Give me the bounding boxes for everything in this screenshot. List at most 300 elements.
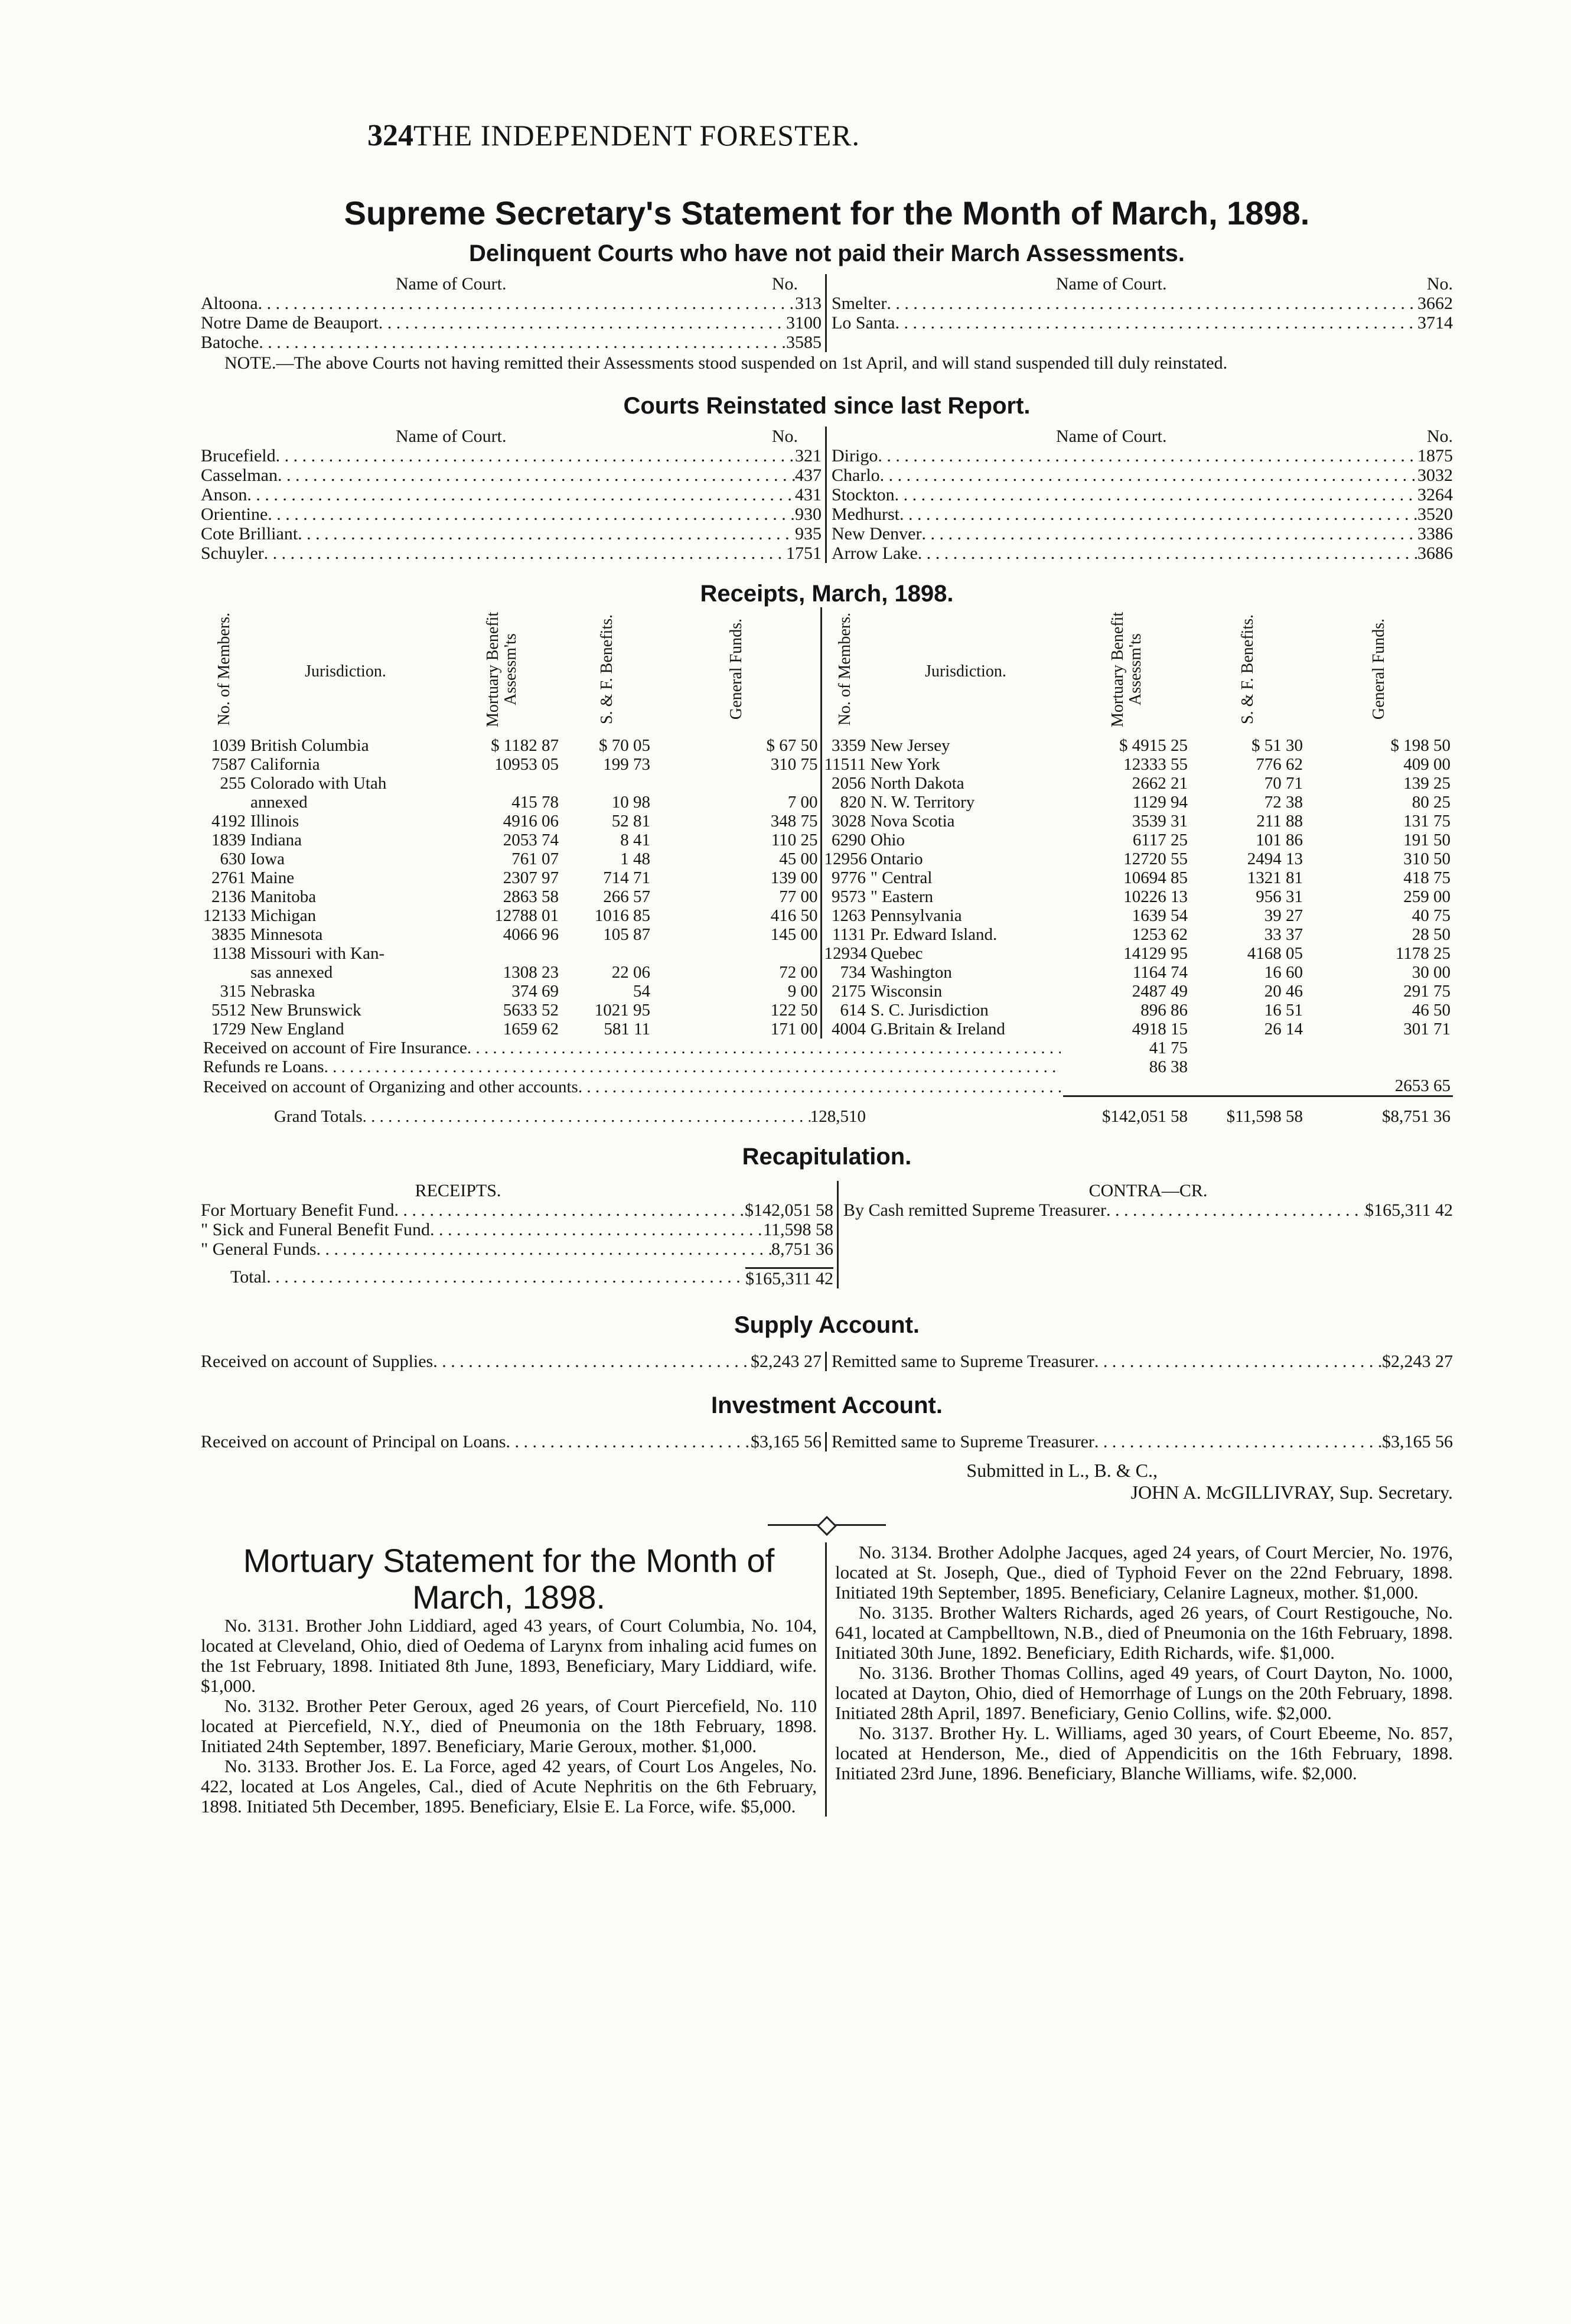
col-name-court: Name of Court. xyxy=(396,427,507,446)
sf-cell: 956 31 xyxy=(1256,887,1303,906)
sf-cell xyxy=(561,774,653,793)
members-cell: 1138 xyxy=(212,944,246,963)
signature xyxy=(201,1460,1453,1503)
general-cell: 30 00 xyxy=(1412,963,1451,982)
court-number: 3032 xyxy=(1417,466,1453,485)
hdr-sf: S. & F. Benefits. xyxy=(1238,614,1257,724)
court-number: 3100 xyxy=(786,313,822,333)
receipts-row xyxy=(201,755,1453,774)
court-number: 1875 xyxy=(1417,446,1453,466)
mortuary-entry: No. 3137. Brother Hy. L. Williams, aged 30 years, of Court Ebeeme, No. 857, located at Henderson, Me., died of Appendicitis on the 16th February, 1898. Initiated 23rd June, 1896. Beneficiary, Blanche Williams, wife. $2,000. xyxy=(835,1722,1453,1783)
hdr-jurisdiction: Jurisdiction. xyxy=(305,662,386,681)
general-cell: 131 75 xyxy=(1403,812,1451,831)
members-cell: 12133 xyxy=(203,906,246,925)
mortuary-cell: 12720 55 xyxy=(1123,849,1188,868)
grand-totals-label: Grand Totals xyxy=(274,1106,363,1126)
recap-contra-label: By Cash remitted Supreme Treasurer xyxy=(843,1200,1106,1220)
general-cell: 259 00 xyxy=(1403,887,1451,906)
sf-cell: 199 73 xyxy=(603,755,650,774)
receipts-row xyxy=(201,868,1453,887)
mortuary-cell: 10226 13 xyxy=(1123,887,1188,906)
general-cell: 348 75 xyxy=(770,812,818,831)
sf-cell: 52 81 xyxy=(611,812,650,831)
mortuary-cell: 2307 97 xyxy=(503,868,559,887)
grand-totals-members: 128,510 xyxy=(810,1106,866,1126)
investment-right-value: $3,165 56 xyxy=(1382,1431,1453,1451)
members-cell: 1729 xyxy=(211,1020,246,1039)
receipts-row xyxy=(201,982,1453,1001)
court-name: New Denver xyxy=(832,524,922,543)
members-cell: 12934 xyxy=(821,944,868,963)
jurisdiction-cell: Ontario xyxy=(871,849,923,868)
general-cell: 28 50 xyxy=(1412,925,1451,944)
general-cell: 9 00 xyxy=(787,982,818,1001)
jurisdiction-cell: sas annexed xyxy=(250,963,333,982)
court-name: Schuyler xyxy=(201,543,264,563)
receipts-row xyxy=(201,944,1453,963)
sf-cell: 1016 85 xyxy=(594,906,650,925)
mortuary-cell: $ 1182 87 xyxy=(491,736,559,755)
recap-item-label: For Mortuary Benefit Fund xyxy=(201,1200,395,1220)
jurisdiction-cell: Ohio xyxy=(871,831,905,849)
recap-item-value: 8,751 36 xyxy=(771,1239,833,1259)
reinstated-right-head xyxy=(832,427,1453,446)
sf-cell: 1 48 xyxy=(620,849,650,868)
recap-contra-value: $165,311 42 xyxy=(1365,1200,1453,1220)
court-name: Casselman xyxy=(201,466,278,485)
supply-left xyxy=(201,1352,827,1371)
investment-left-label: Received on account of Principal on Loans xyxy=(201,1431,506,1451)
sf-cell: 4168 05 xyxy=(1247,944,1303,963)
receipts-row xyxy=(201,1001,1453,1020)
recap-title: Recapitulation. xyxy=(742,1143,912,1170)
general-cell: 46 50 xyxy=(1412,1001,1451,1020)
sf-cell: 714 71 xyxy=(603,868,650,887)
court-number: 1751 xyxy=(786,543,822,563)
delinquent-court-row xyxy=(201,294,822,313)
members-cell: 2175 xyxy=(821,982,868,1001)
reinstated-court-row xyxy=(832,524,1453,543)
jurisdiction-cell: California xyxy=(250,755,320,774)
recap-item-row xyxy=(201,1200,833,1220)
sf-cell: 39 27 xyxy=(1264,906,1303,925)
supply-section xyxy=(201,1312,1453,1371)
jurisdiction-cell: Illinois xyxy=(250,812,299,831)
mortuary-entry: No. 3132. Brother Peter Geroux, aged 26 years, of Court Piercefield, No. 110 located at Piercefield, N.Y., died of Pneumonia on the 18th February, 1898. Initiated 24th September, 1897. Beneficiary, Marie Geroux, mother. $1,000. xyxy=(201,1695,817,1756)
court-number: 431 xyxy=(795,485,822,504)
delinquent-note: NOTE.—The above Courts not having remitted their Assessments stood suspended on 1st April, and will stand suspended till duly reinstated. xyxy=(224,353,1228,373)
members-cell: 6290 xyxy=(821,831,868,849)
court-number: 930 xyxy=(795,504,822,524)
sf-cell: 105 87 xyxy=(603,925,650,944)
general-cell: 139 25 xyxy=(1403,774,1451,793)
general-cell: 110 25 xyxy=(771,831,818,849)
delinquent-right xyxy=(827,274,1453,352)
general-cell: $ 198 50 xyxy=(1390,736,1451,755)
mortuary-cell: 2662 21 xyxy=(1132,774,1188,793)
general-cell: 291 75 xyxy=(1403,982,1451,1001)
general-cell xyxy=(1305,1039,1453,1057)
members-cell xyxy=(201,963,248,982)
recap-contra-head: CONTRA—CR. xyxy=(1088,1180,1208,1200)
recap-item-label: " General Funds xyxy=(201,1239,317,1259)
mortuary-cell: 761 07 xyxy=(511,849,559,868)
col-no: No. xyxy=(1426,274,1453,294)
recap-item-row xyxy=(201,1220,833,1239)
jurisdiction-cell: N. W. Territory xyxy=(871,793,975,812)
sf-cell: 16 51 xyxy=(1264,1001,1303,1020)
jurisdiction-cell: Pr. Edward Island. xyxy=(871,925,998,944)
delinquent-court-row xyxy=(201,333,822,352)
receipts-extra-row xyxy=(201,1076,1453,1096)
mortuary-cell: 1253 62 xyxy=(1132,925,1188,944)
court-name: Batoche xyxy=(201,333,259,352)
general-cell: 145 00 xyxy=(770,925,818,944)
mortuary-cell: 6117 25 xyxy=(1132,831,1188,849)
supply-left-value: $2,243 27 xyxy=(751,1351,822,1371)
mortuary-cell: 4918 15 xyxy=(1132,1020,1188,1039)
mortuary-cell: 41 75 xyxy=(1149,1039,1188,1057)
extra-label: Refunds re Loans xyxy=(203,1057,324,1076)
general-cell: 72 00 xyxy=(779,963,818,982)
receipts-row xyxy=(201,925,1453,944)
signature-line-1: Submitted in L., B. & C., xyxy=(966,1459,1158,1481)
members-cell: 1131 xyxy=(821,925,868,944)
hdr-members: No. of Members. xyxy=(835,613,854,726)
mortuary-cell: 2053 74 xyxy=(503,831,559,849)
members-cell: 7587 xyxy=(211,755,246,774)
jurisdiction-cell: S. C. Jurisdiction xyxy=(871,1001,989,1020)
reinstated-court-row xyxy=(201,485,822,504)
jurisdiction-cell: Michigan xyxy=(250,906,317,925)
receipts-row xyxy=(201,906,1453,925)
receipts-extra-row xyxy=(201,1039,1453,1057)
court-number: 321 xyxy=(795,446,822,466)
hdr-general: General Funds. xyxy=(1370,619,1388,720)
court-name: Stockton xyxy=(832,485,895,504)
receipts-row xyxy=(201,849,1453,868)
members-cell: 12956 xyxy=(821,849,868,868)
sf-cell: $ 51 30 xyxy=(1251,736,1303,755)
reinstated-court-row xyxy=(201,466,822,485)
reinstated-court-row xyxy=(832,446,1453,466)
receipts-section xyxy=(201,581,1453,1126)
court-name: Orientine xyxy=(201,504,268,524)
court-number: 3585 xyxy=(786,333,822,352)
sf-cell: 33 37 xyxy=(1264,925,1303,944)
sf-cell: 22 06 xyxy=(611,963,650,982)
signature-line-2: JOHN A. McGILLIVRAY, Sup. Secretary. xyxy=(1130,1481,1453,1503)
sf-cell xyxy=(1190,1039,1305,1057)
sf-cell: 266 57 xyxy=(603,887,650,906)
court-number: 935 xyxy=(795,524,822,543)
jurisdiction-cell: Manitoba xyxy=(250,887,317,906)
members-cell: 9573 xyxy=(821,887,868,906)
recap-receipts xyxy=(201,1181,839,1288)
general-cell: 7 00 xyxy=(787,793,818,812)
col-no: No. xyxy=(1426,427,1453,446)
mortuary-left-column xyxy=(201,1542,827,1817)
reinstated-left-head xyxy=(201,427,822,446)
mortuary-cell: 3539 31 xyxy=(1132,812,1188,831)
receipts-table xyxy=(201,607,1453,1126)
members-cell: 9776 xyxy=(821,868,868,887)
hdr-mortuary: Mortuary Benefit Assessm'ts xyxy=(1108,611,1145,727)
members-cell: 630 xyxy=(220,849,246,868)
general-cell: 122 50 xyxy=(770,1001,818,1020)
mortuary-entry: No. 3134. Brother Adolphe Jacques, aged 24 years, of Court Mercier, No. 1976, located at St. Joseph, Que., died of Typhoid Fever on the 22nd February, 1898. Initiated 19th September, 1895. Beneficiary, Celanire Lagneux, mother. $1,000. xyxy=(835,1541,1453,1603)
page-number: 324 xyxy=(367,119,413,152)
reinstated-court-row xyxy=(832,466,1453,485)
jurisdiction-cell: Nova Scotia xyxy=(871,812,955,831)
members-cell: 734 xyxy=(821,963,868,982)
col-no: No. xyxy=(771,427,798,446)
reinstated-court-row xyxy=(201,543,822,563)
mortuary-cell: 374 69 xyxy=(511,982,559,1001)
receipts-header-row xyxy=(201,607,1453,736)
court-number: 3386 xyxy=(1417,524,1453,543)
hdr-sf: S. & F. Benefits. xyxy=(597,614,616,724)
grand-totals-row xyxy=(201,1096,1453,1126)
investment-left-value: $3,165 56 xyxy=(751,1431,822,1451)
running-header xyxy=(201,118,1453,160)
supply-title: Supply Account. xyxy=(734,1311,920,1338)
mortuary-entry: No. 3135. Brother Walters Richards, aged 26 years, of Court Restigouche, No. 641, located at Campbelltown, N.B., died of Pneumonia on the 16th February, 1898. Initiated 30th June, 1892. Beneficiary, Edith Richards, wife. $1,000. xyxy=(835,1602,1453,1663)
extra-label: Received on account of Fire Insurance xyxy=(203,1039,467,1057)
general-cell: 2653 65 xyxy=(1394,1076,1451,1095)
mortuary-cell: $ 4915 25 xyxy=(1119,736,1188,755)
sf-cell xyxy=(561,944,653,963)
delinquent-court-row xyxy=(201,313,822,333)
sf-cell: 101 86 xyxy=(1256,831,1303,849)
grand-totals-sf: $11,598 58 xyxy=(1190,1096,1305,1126)
jurisdiction-cell: Missouri with Kan- xyxy=(250,944,385,963)
reinstated-right xyxy=(827,427,1453,563)
mortuary-cell: 1164 74 xyxy=(1132,963,1188,982)
court-name: Cote Brilliant xyxy=(201,524,298,543)
court-name: Smelter xyxy=(832,294,887,313)
hdr-general: General Funds. xyxy=(726,619,745,720)
receipts-row xyxy=(201,1020,1453,1039)
sf-cell: 1321 81 xyxy=(1247,868,1303,887)
mortuary-cell xyxy=(443,774,561,793)
mortuary-cell: 86 38 xyxy=(1149,1057,1188,1076)
mortuary-entry: No. 3131. Brother John Liddiard, aged 43 years, of Court Columbia, No. 104, located at Cleveland, Ohio, died of Oedema of Larynx from inhaling acid fumes on the 1st February, 1898. Initiated 8th June, 1893, Beneficiary, Mary Liddiard, wife. $1,000. xyxy=(201,1615,817,1696)
members-cell: 4192 xyxy=(211,812,246,831)
general-cell: 77 00 xyxy=(779,887,818,906)
general-cell: 1178 25 xyxy=(1395,944,1451,963)
jurisdiction-cell: New Brunswick xyxy=(250,1001,361,1020)
general-cell: 139 00 xyxy=(770,868,818,887)
mortuary-cell xyxy=(1063,1076,1190,1096)
jurisdiction-cell: Colorado with Utah xyxy=(250,774,387,793)
general-cell: 80 25 xyxy=(1412,793,1451,812)
court-name: Medhurst xyxy=(832,504,899,524)
sf-cell: 72 38 xyxy=(1264,793,1303,812)
mortuary-cell: 1659 62 xyxy=(503,1020,559,1039)
general-cell: 310 50 xyxy=(1403,849,1451,868)
grand-totals-general: $8,751 36 xyxy=(1305,1096,1453,1126)
mortuary-cell: 12333 55 xyxy=(1123,755,1188,774)
court-name: Dirigo xyxy=(832,446,878,466)
sf-cell: 20 46 xyxy=(1264,982,1303,1001)
recap-total-row xyxy=(201,1267,833,1288)
mortuary-cell: 1308 23 xyxy=(503,963,559,982)
investment-left xyxy=(201,1432,827,1451)
general-cell: 191 50 xyxy=(1403,831,1451,849)
delinquent-section xyxy=(201,240,1453,373)
receipts-row xyxy=(201,831,1453,849)
court-number: 437 xyxy=(795,466,822,485)
court-number: 313 xyxy=(795,294,822,313)
receipts-row xyxy=(201,736,1453,755)
investment-right-label: Remitted same to Supreme Treasurer xyxy=(832,1431,1094,1451)
delinquent-title: Delinquent Courts who have not paid their March Assessments. xyxy=(468,240,1185,266)
sf-cell: 2494 13 xyxy=(1247,849,1303,868)
jurisdiction-cell: New England xyxy=(250,1020,344,1039)
reinstated-court-row xyxy=(832,485,1453,504)
sf-cell: $ 70 05 xyxy=(599,736,650,755)
sf-cell: 16 60 xyxy=(1264,963,1303,982)
court-number: 3662 xyxy=(1417,294,1453,313)
recap-total-label: Total xyxy=(230,1267,267,1287)
court-name: Charlo xyxy=(832,466,880,485)
general-cell: 418 75 xyxy=(1403,868,1451,887)
general-cell: 409 00 xyxy=(1403,755,1451,774)
investment-right xyxy=(827,1432,1453,1451)
statement-title: Supreme Secretary's Statement for the Month of March, 1898. xyxy=(344,194,1310,232)
sf-cell: 211 88 xyxy=(1256,812,1303,831)
receipts-extra-row xyxy=(201,1057,1453,1076)
mortuary-cell: 1639 54 xyxy=(1132,906,1188,925)
mortuary-cell: 10694 85 xyxy=(1123,868,1188,887)
jurisdiction-cell: " Central xyxy=(871,868,933,887)
mortuary-cell: 14129 95 xyxy=(1123,944,1188,963)
mortuary-cell: 4066 96 xyxy=(503,925,559,944)
court-number: 3714 xyxy=(1417,313,1453,333)
members-cell: 4004 xyxy=(821,1020,868,1039)
mortuary-cell: 10953 05 xyxy=(494,755,559,774)
jurisdiction-cell: G.Britain & Ireland xyxy=(871,1020,1005,1039)
members-cell: 315 xyxy=(220,982,246,1001)
jurisdiction-cell: Washington xyxy=(871,963,952,982)
supply-right-label: Remitted same to Supreme Treasurer xyxy=(832,1351,1094,1371)
court-number: 3520 xyxy=(1417,504,1453,524)
recap-contra-row xyxy=(843,1200,1453,1220)
court-name: Brucefield xyxy=(201,446,276,466)
receipts-row xyxy=(201,963,1453,982)
members-cell: 2056 xyxy=(821,774,868,793)
general-cell xyxy=(653,944,821,963)
jurisdiction-cell: British Columbia xyxy=(250,736,369,755)
jurisdiction-cell: Quebec xyxy=(871,944,923,963)
recap-item-value: $142,051 58 xyxy=(745,1200,833,1220)
mortuary-cell: 896 86 xyxy=(1140,1001,1188,1020)
reinstated-title: Courts Reinstated since last Report. xyxy=(623,393,1031,419)
court-number: 3686 xyxy=(1417,543,1453,563)
sf-cell xyxy=(1190,1057,1305,1076)
general-cell: $ 67 50 xyxy=(766,736,818,755)
recap-item-value: 11,598 58 xyxy=(763,1219,833,1239)
mortuary-cell: 12788 01 xyxy=(494,906,559,925)
receipts-row xyxy=(201,887,1453,906)
jurisdiction-cell: Indiana xyxy=(250,831,302,849)
mortuary-cell xyxy=(443,944,561,963)
col-name-court: Name of Court. xyxy=(1056,427,1167,446)
recap-section xyxy=(201,1144,1453,1288)
court-name: Altoona xyxy=(201,294,258,313)
jurisdiction-cell: annexed xyxy=(250,793,308,812)
mortuary-right-column xyxy=(827,1542,1453,1817)
reinstated-court-row xyxy=(832,543,1453,563)
supply-right xyxy=(827,1352,1453,1371)
sf-cell: 581 11 xyxy=(604,1020,650,1039)
divider-ornament xyxy=(768,1519,886,1531)
mortuary-cell: 415 78 xyxy=(511,793,559,812)
general-cell: 40 75 xyxy=(1412,906,1451,925)
mortuary-cell: 1129 94 xyxy=(1132,793,1188,812)
page xyxy=(201,118,1453,1817)
extra-label: Received on account of Organizing and other accounts xyxy=(203,1077,578,1096)
mortuary-section xyxy=(201,1542,1453,1817)
court-name: Anson xyxy=(201,485,247,504)
jurisdiction-cell: " Eastern xyxy=(871,887,934,906)
investment-section xyxy=(201,1392,1453,1451)
jurisdiction-cell: Maine xyxy=(250,868,295,887)
sf-cell xyxy=(1190,1076,1305,1096)
court-name: Notre Dame de Beauport xyxy=(201,313,379,333)
hdr-jurisdiction: Jurisdiction. xyxy=(925,662,1006,681)
sf-cell: 26 14 xyxy=(1264,1020,1303,1039)
sf-cell: 54 xyxy=(633,982,650,1001)
general-cell: 171 00 xyxy=(770,1020,818,1039)
receipts-title: Receipts, March, 1898. xyxy=(700,581,954,607)
members-cell: 820 xyxy=(821,793,868,812)
hdr-mortuary: Mortuary Benefit Assessm'ts xyxy=(484,611,520,727)
members-cell: 3028 xyxy=(821,812,868,831)
jurisdiction-cell: Iowa xyxy=(250,849,285,868)
mortuary-cell: 2863 58 xyxy=(503,887,559,906)
jurisdiction-cell: New Jersey xyxy=(871,736,950,755)
jurisdiction-cell: Wisconsin xyxy=(871,982,943,1001)
investment-title: Investment Account. xyxy=(711,1392,943,1418)
recap-contra xyxy=(839,1181,1453,1288)
members-cell: 11511 xyxy=(821,755,868,774)
jurisdiction-cell: Nebraska xyxy=(250,982,315,1001)
members-cell xyxy=(201,793,248,812)
col-name-court: Name of Court. xyxy=(1056,274,1167,294)
members-cell: 255 xyxy=(220,774,246,793)
recap-item-row xyxy=(201,1239,833,1259)
reinstated-court-row xyxy=(832,504,1453,524)
delinquent-right-head xyxy=(832,274,1453,294)
mortuary-cell: 4916 06 xyxy=(503,812,559,831)
reinstated-court-row xyxy=(201,504,822,524)
jurisdiction-cell: Minnesota xyxy=(250,925,323,944)
general-cell: 301 71 xyxy=(1403,1020,1451,1039)
receipts-row xyxy=(201,774,1453,793)
general-cell xyxy=(653,774,821,793)
sf-cell: 10 98 xyxy=(611,793,650,812)
supply-right-value: $2,243 27 xyxy=(1382,1351,1453,1371)
members-cell: 3835 xyxy=(211,925,246,944)
recap-item-label: " Sick and Funeral Benefit Fund xyxy=(201,1219,431,1239)
members-cell: 614 xyxy=(821,1001,868,1020)
court-name: Lo Santa xyxy=(832,313,895,333)
general-cell: 416 50 xyxy=(770,906,818,925)
grand-totals-mortuary: $142,051 58 xyxy=(1063,1096,1190,1126)
sf-cell: 776 62 xyxy=(1256,755,1303,774)
